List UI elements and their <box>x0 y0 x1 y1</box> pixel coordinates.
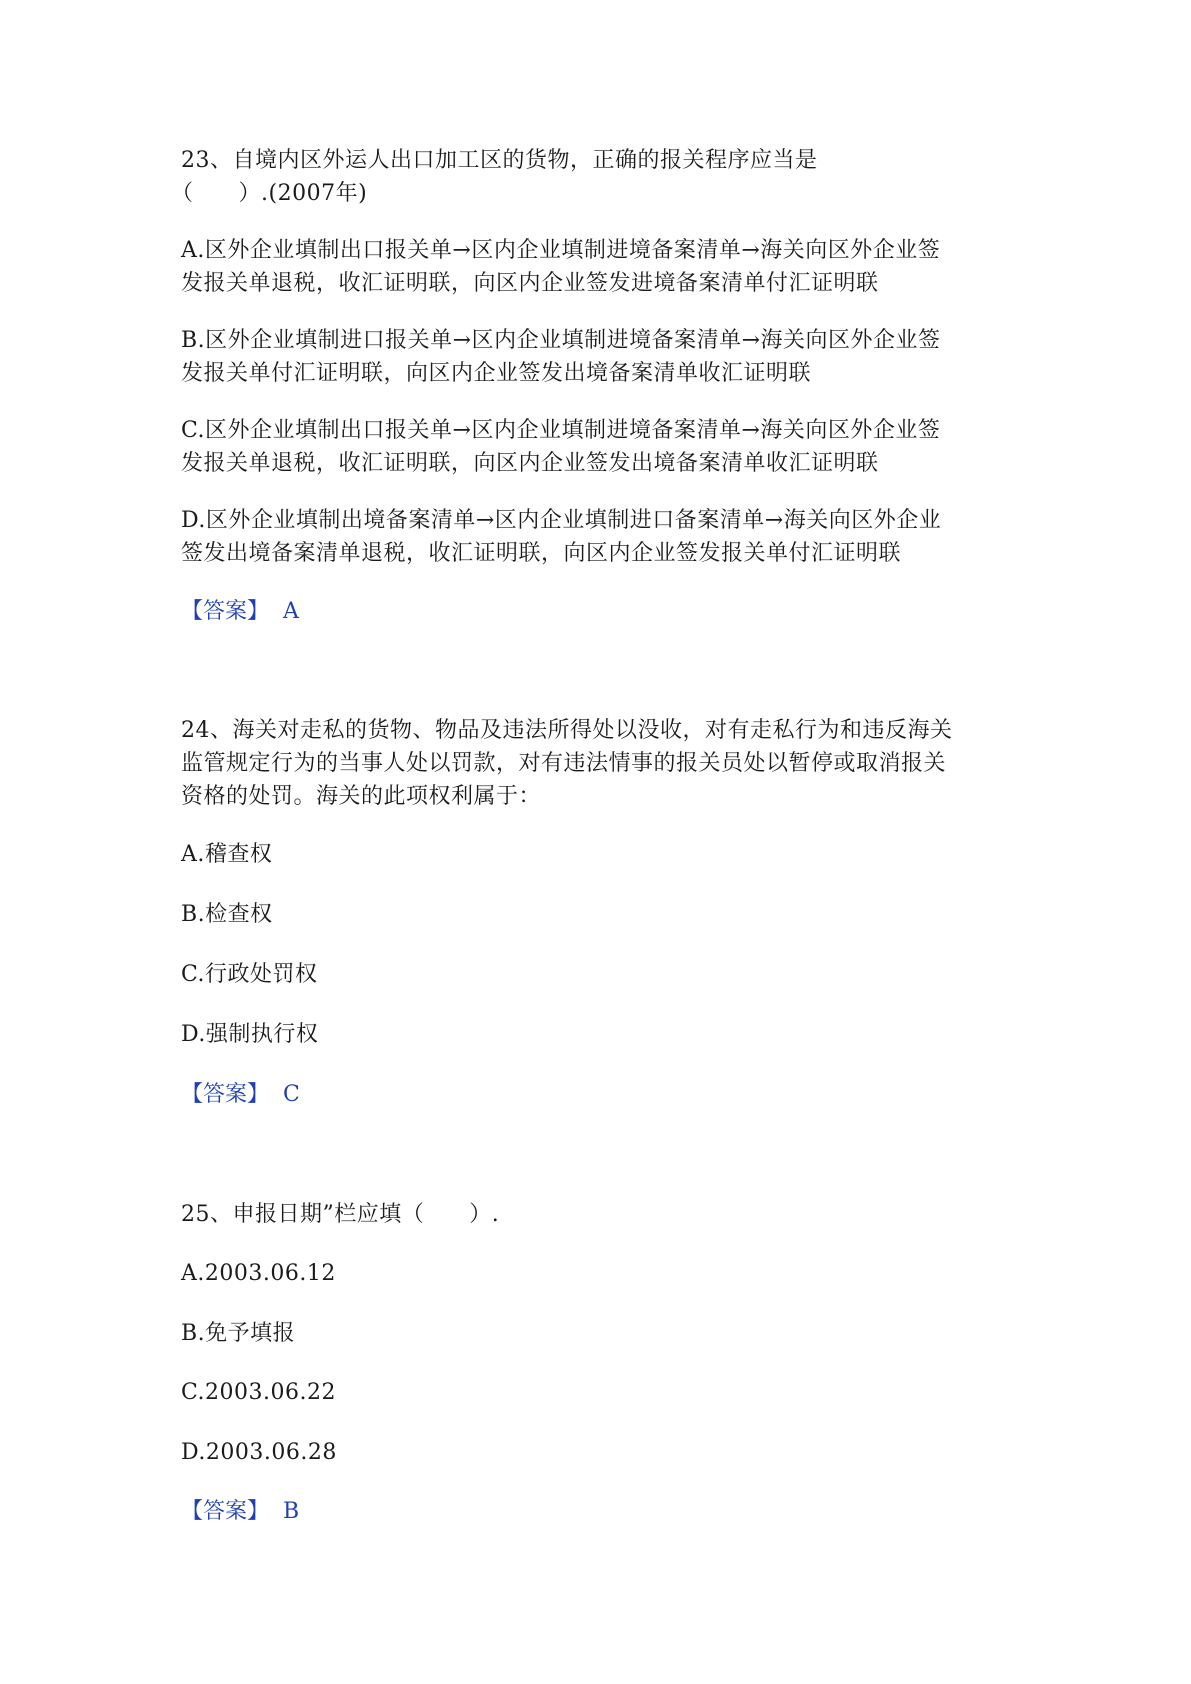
option-line: D.2003.06.28 <box>181 1440 337 1465</box>
question-stem-line: 监管规定行为的当事人处以罚款，对有违法情事的报关员处以暂停或取消报关 <box>181 751 947 776</box>
answer-24 <box>181 1078 1011 1111</box>
answer-25 <box>181 1495 1011 1528</box>
option-line: C.2003.06.22 <box>181 1380 337 1405</box>
answer-line <box>181 1078 1011 1111</box>
option-line: B.检查权 <box>181 902 273 927</box>
option-line: 签发出境备案清单退税，收汇证明联，向区内企业签发报关单付汇证明联 <box>181 541 902 566</box>
question-stem-line: 25、申报日期”栏应填（ ）. <box>181 1202 500 1227</box>
option-b <box>181 1317 1011 1350</box>
option-c <box>181 414 1011 480</box>
option-c <box>181 958 1011 991</box>
option-line: A.区外企业填制出口报关单→区内企业填制进境备案清单→海关向区外企业签 <box>181 238 941 263</box>
option-line: D.区外企业填制出境备案清单→区内企业填制进口备案清单→海关向区外企业 <box>181 508 942 533</box>
question-stem-line: （ ）.(2007年) <box>171 181 368 206</box>
question-24 <box>181 714 1011 813</box>
option-line: A.2003.06.12 <box>181 1261 336 1286</box>
answer-label: 【答案】 <box>181 599 270 624</box>
question-stem-line: 24、海关对走私的货物、物品及违法所得处以没收，对有走私行为和违反海关 <box>181 718 953 743</box>
option-line: B.区外企业填制进口报关单→区内企业填制进境备案清单→海关向区外企业签 <box>181 328 941 353</box>
question-stem-line: 23、自境内区外运人出口加工区的货物，正确的报关程序应当是 <box>181 148 818 173</box>
answer-value: B <box>283 1499 300 1524</box>
answer-value: C <box>283 1082 300 1107</box>
option-a <box>181 234 1011 300</box>
answer-label: 【答案】 <box>181 1499 270 1524</box>
option-line: 发报关单退税，收汇证明联，向区内企业签发出境备案清单收汇证明联 <box>181 451 879 476</box>
option-b <box>181 324 1011 390</box>
option-a <box>181 1257 1011 1290</box>
option-a <box>181 838 1011 871</box>
option-d <box>181 1018 1011 1051</box>
answer-value: A <box>283 599 299 624</box>
option-line: C.行政处罚权 <box>181 962 318 987</box>
option-line: C.区外企业填制出口报关单→区内企业填制进境备案清单→海关向区外企业签 <box>181 418 941 443</box>
question-stem-line: 资格的处罚。海关的此项权利属于： <box>181 784 542 809</box>
answer-line <box>181 1495 1011 1528</box>
option-d <box>181 504 1011 570</box>
option-line: 发报关单退税，收汇证明联，向区内企业签发进境备案清单付汇证明联 <box>181 271 879 296</box>
answer-23 <box>181 595 1011 628</box>
option-line: A.稽查权 <box>181 842 273 867</box>
option-d <box>181 1436 1011 1469</box>
option-b <box>181 898 1011 931</box>
answer-line <box>181 595 1011 628</box>
option-line: 发报关单付汇证明联，向区内企业签发出境备案清单收汇证明联 <box>181 361 812 386</box>
question-23 <box>171 144 1011 210</box>
option-line: B.免予填报 <box>181 1321 296 1346</box>
option-c <box>181 1376 1011 1409</box>
answer-label: 【答案】 <box>181 1082 270 1107</box>
question-25 <box>181 1198 1011 1231</box>
option-line: D.强制执行权 <box>181 1022 319 1047</box>
